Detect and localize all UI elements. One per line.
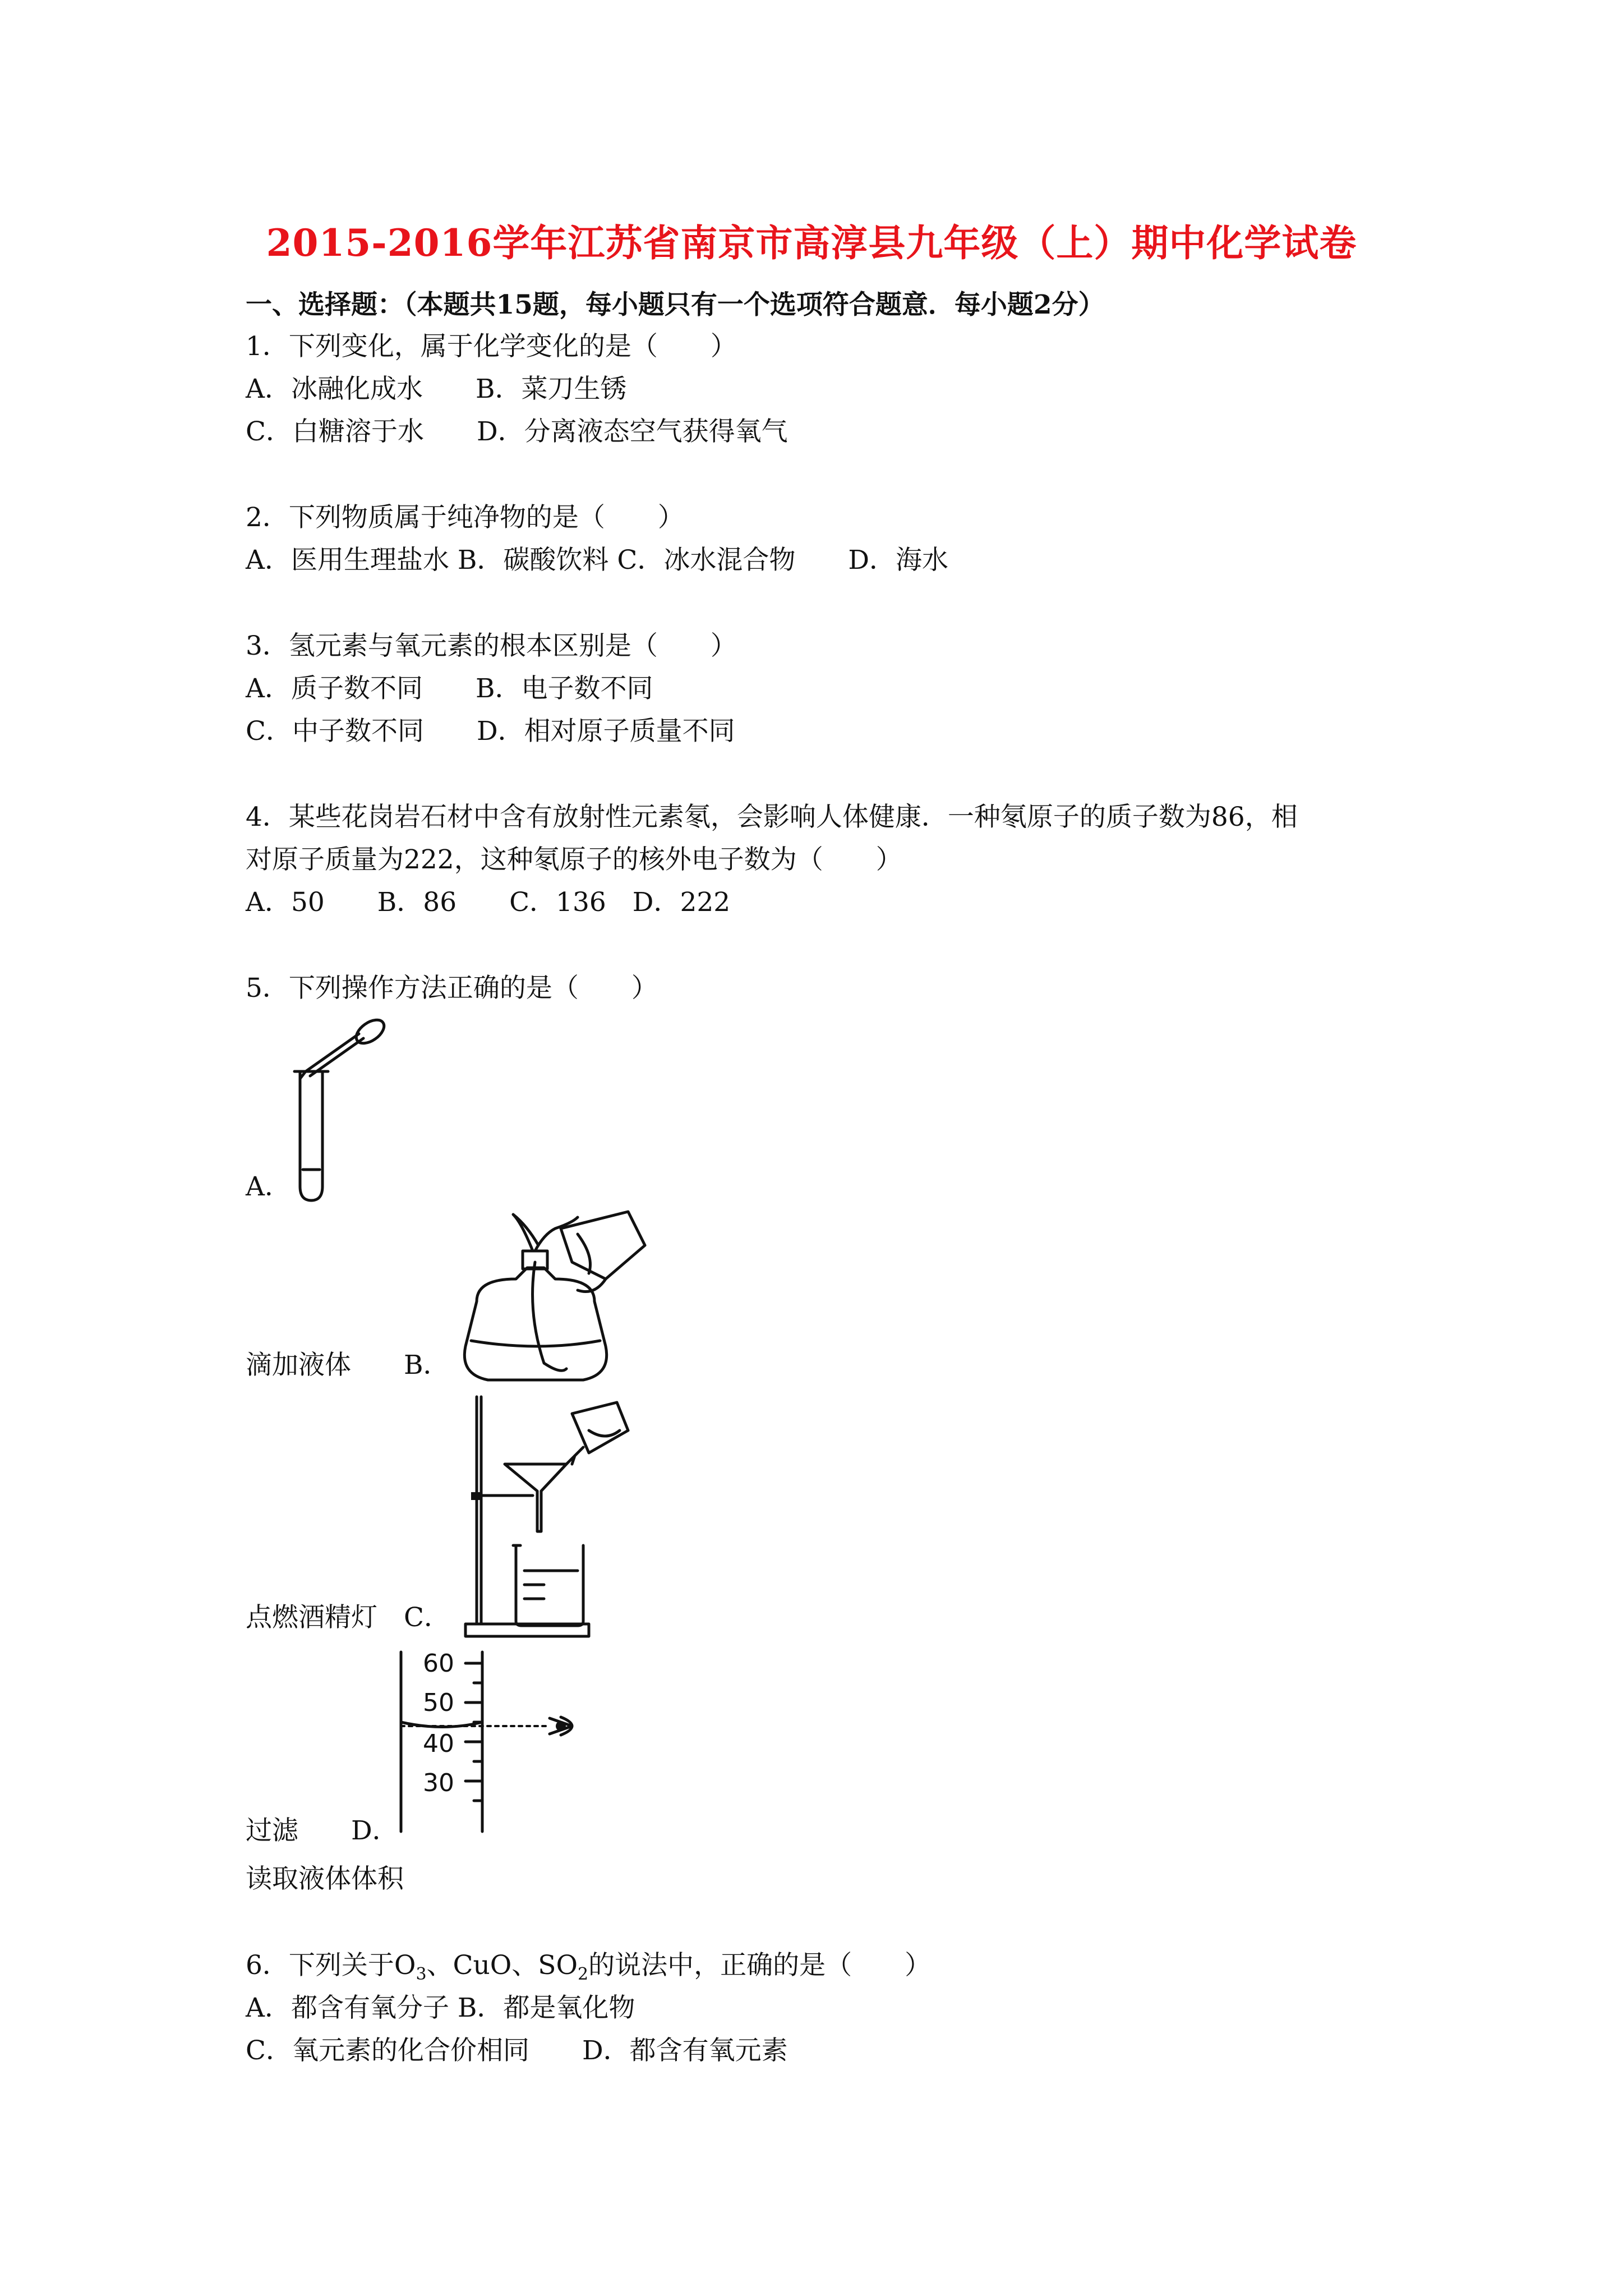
q2-stem: 2．下列物质属于纯净物的是（ ） <box>246 502 684 533</box>
q4-stem-line2: 对原子质量为222，这种氡原子的核外电子数为（ ） <box>246 844 902 875</box>
q5-stem: 5．下列操作方法正确的是（ ） <box>246 973 658 1004</box>
q5-caption-c-label-d: 过滤 D． <box>246 1815 399 1846</box>
q1-options-row1: A．冰融化成水 B．菜刀生锈 <box>246 374 627 404</box>
q6-options-row2: C．氧元素的化合价相同 D．都含有氧元素 <box>246 2035 788 2066</box>
q6-stem-post: 的说法中，正确的是（ ） <box>588 1950 932 1981</box>
q2-options-row1: A．医用生理盐水 B．碳酸饮料 C．冰水混合物 D．海水 <box>246 545 949 576</box>
q6-options-row1: A．都含有氧分子 B．都是氧化物 <box>246 1993 635 2023</box>
eye-icon <box>556 1721 566 1731</box>
section-heading: 一、选择题：（本题共15题，每小题只有一个选项符合题意．每小题2分） <box>246 289 1105 320</box>
filtration-figure <box>454 1391 651 1644</box>
q4-stem-line1: 4．某些花岗岩石材中含有放射性元素氡，会影响人体健康．一种氡原子的质子数为86，相 <box>246 802 1298 832</box>
q1-stem: 1．下列变化，属于化学变化的是（ ） <box>246 331 737 362</box>
scale-label-40: 40 <box>423 1729 454 1758</box>
page-title: 2015-2016学年江苏省南京市高淳县九年级（上）期中化学试卷 <box>266 221 1357 265</box>
q5-label-a: A． <box>246 1171 291 1202</box>
q3-options-row1: A．质子数不同 B．电子数不同 <box>246 673 653 704</box>
q6-subscript-2: 2 <box>578 1964 589 1984</box>
q6-stem-pre: 6．下列关于O <box>246 1950 416 1981</box>
q1-options-row2: C．白糖溶于水 D．分离液态空气获得氧气 <box>246 416 788 447</box>
q5-caption-d: 读取液体体积 <box>246 1864 404 1894</box>
graduated-cylinder-figure <box>393 1649 594 1832</box>
scale-label-60: 60 <box>423 1649 454 1678</box>
q3-stem: 3．氢元素与氧元素的根本区别是（ ） <box>246 631 737 661</box>
alcohol-lamp-figure <box>460 1212 651 1391</box>
q3-options-row2: C．中子数不同 D．相对原子质量不同 <box>246 716 735 747</box>
q6-stem <box>246 1952 931 1983</box>
q5-caption-a-label-b: 滴加液体 B． <box>246 1350 450 1381</box>
q4-options-row1: A．50 B．86 C．136 D．222 <box>246 887 731 918</box>
q6-subscript-3: 3 <box>416 1964 427 1984</box>
scale-label-30: 30 <box>423 1769 454 1797</box>
q6-stem-mid: 、CuO、SO <box>426 1950 578 1981</box>
scale-label-50: 50 <box>423 1688 454 1717</box>
dropper-test-tube-figure <box>280 1018 393 1209</box>
q5-caption-b-label-c: 点燃酒精灯 C． <box>246 1602 450 1633</box>
